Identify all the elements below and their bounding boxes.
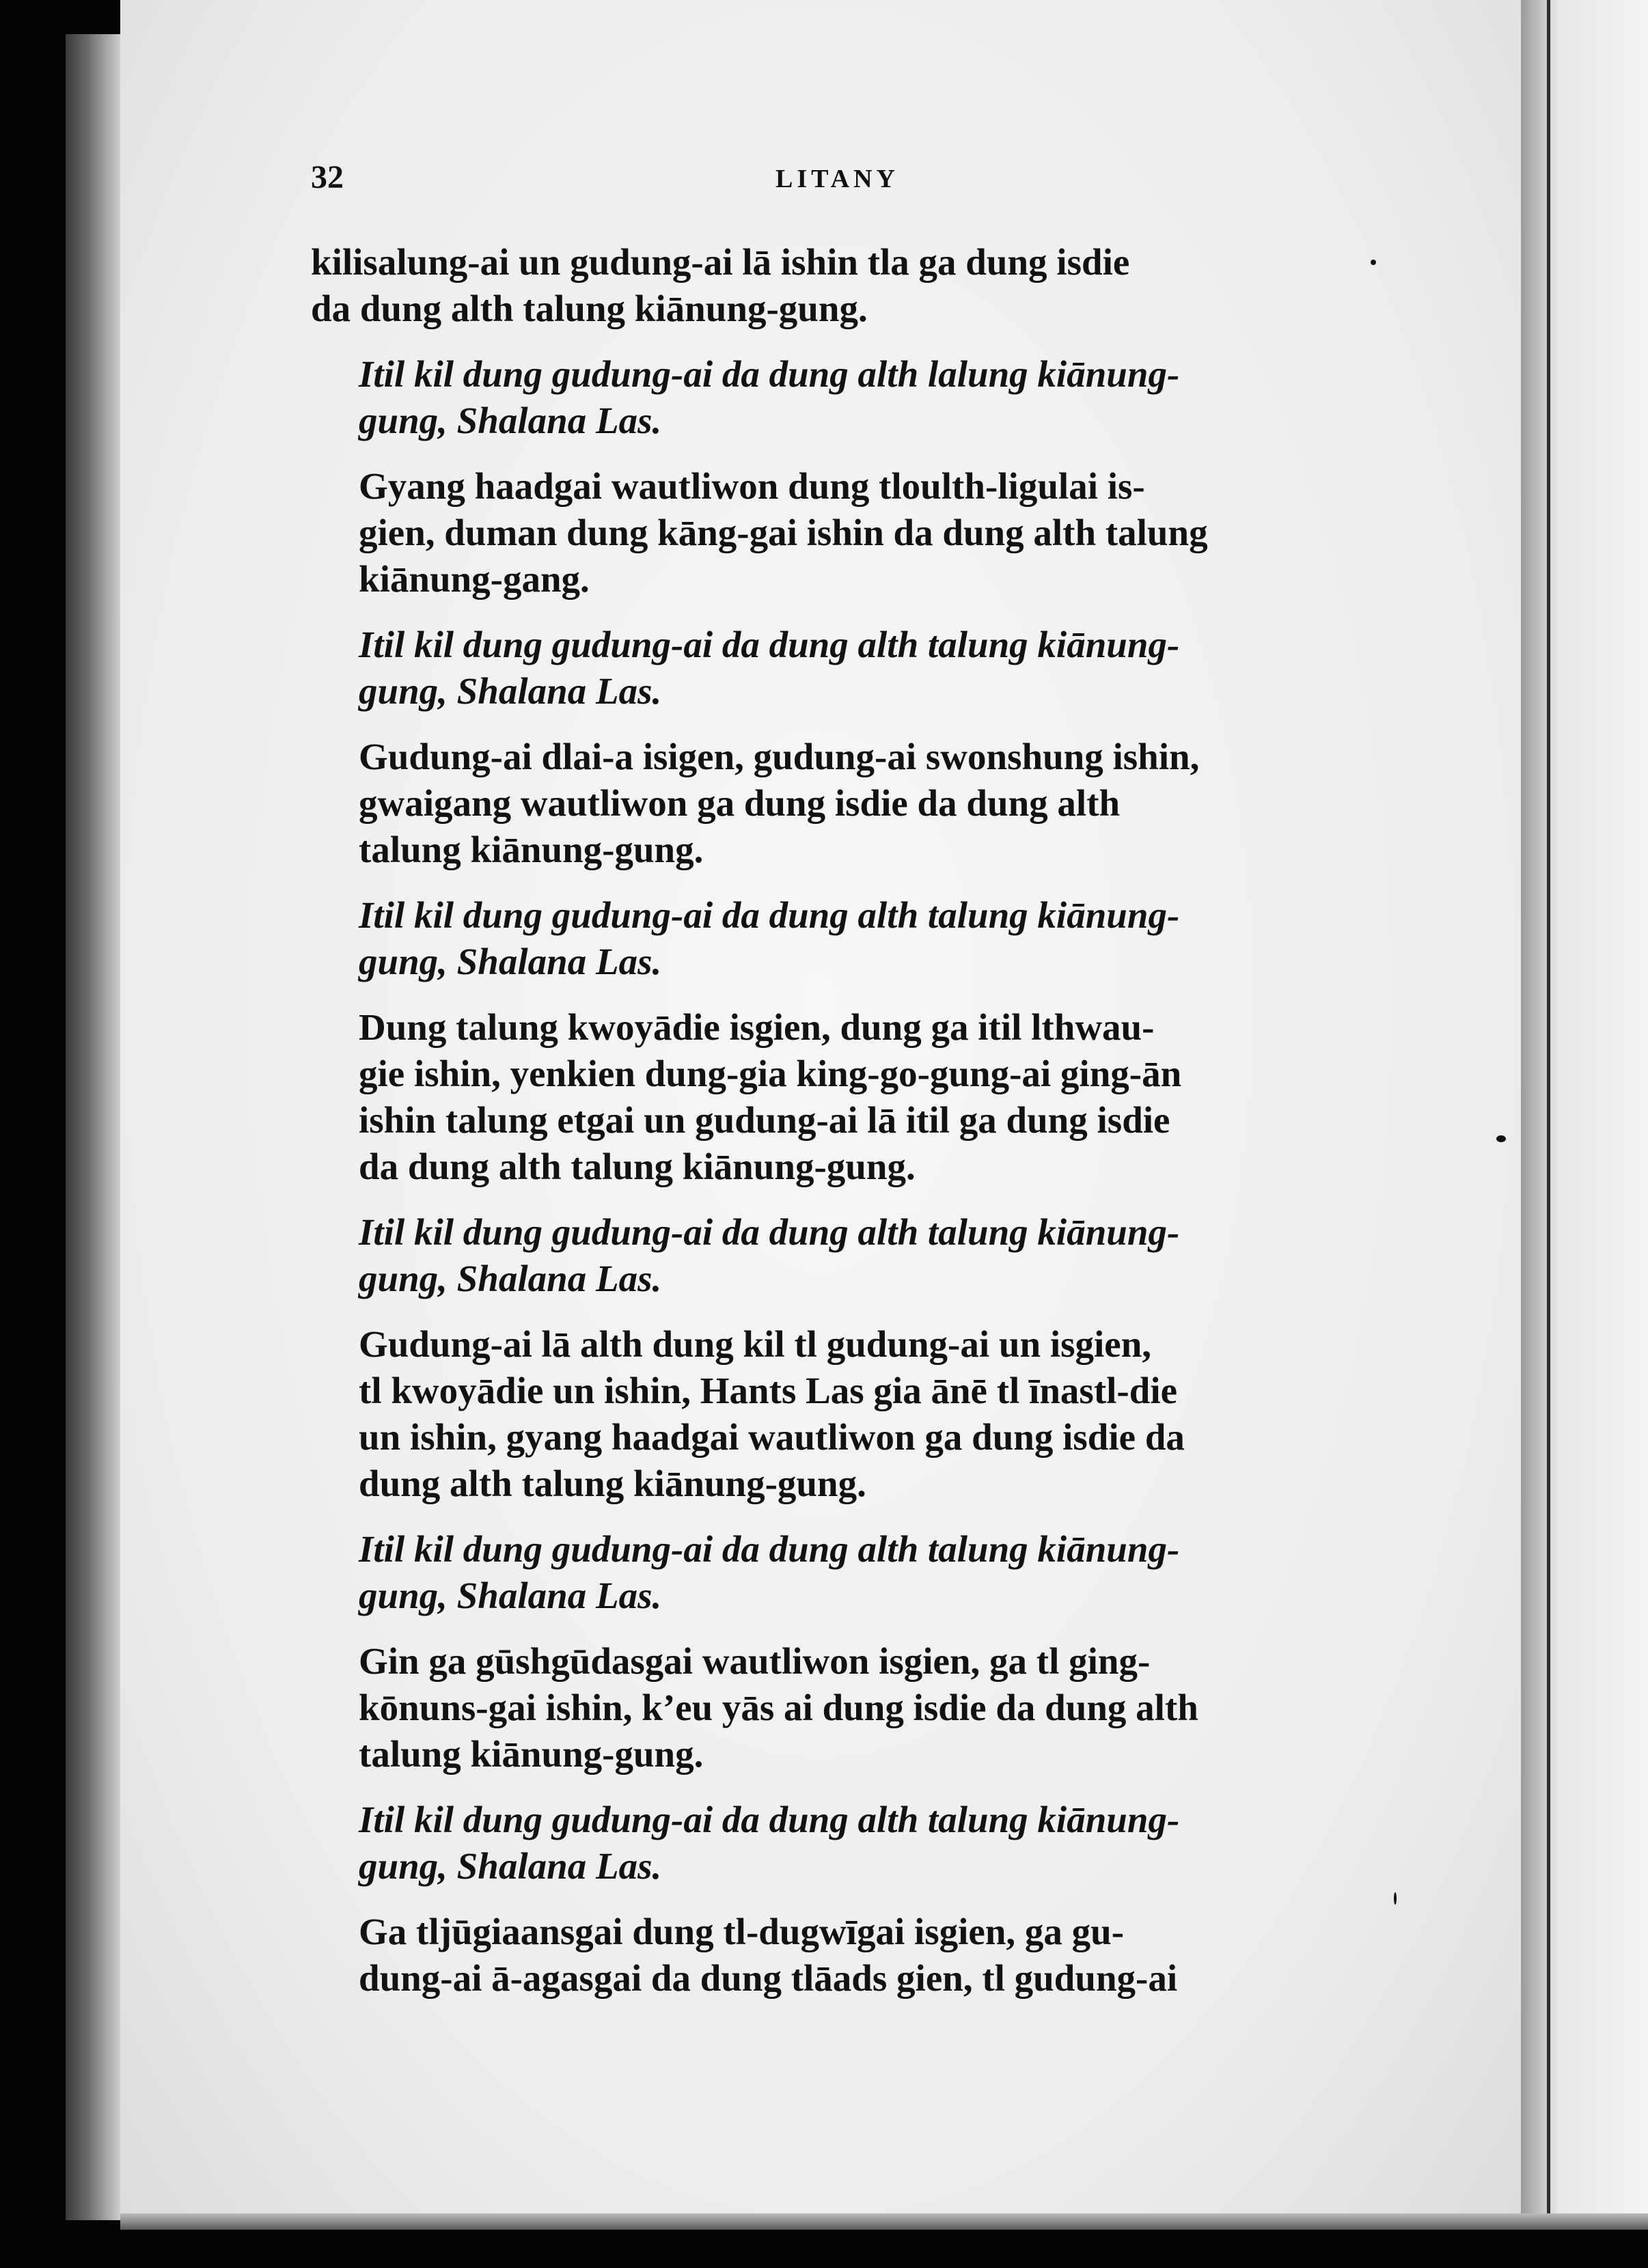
text-line: Itil kil dung gudung-ai da dung alth talung kiānung- (359, 894, 1180, 936)
text-line: Gudung-ai dlai-a isigen, gudung-ai swonshung ishin, (359, 736, 1200, 777)
text-line: gung, Shalana Las. (359, 1575, 662, 1616)
running-title: LITANY (775, 165, 899, 193)
response-paragraph (311, 1209, 1356, 1302)
text-line: Itil kil dung gudung-ai da dung alth talung kiānung- (359, 1799, 1180, 1840)
page-number: 32 (311, 159, 344, 195)
response-paragraph (311, 1526, 1356, 1619)
petition-paragraph (311, 1638, 1356, 1778)
response-paragraph (311, 1797, 1356, 1890)
litany-text (311, 239, 1356, 2021)
petition-paragraph (311, 1004, 1356, 1190)
page-gutter-line (1547, 0, 1550, 2224)
page-header (311, 158, 1363, 199)
text-line: gung, Shalana Las. (359, 1258, 662, 1299)
text-line: Dung talung kwoyādie isgien, dung ga itil lthwau- (359, 1006, 1155, 1048)
text-line: talung kiānung-gung. (359, 1733, 704, 1775)
binding-edge (66, 34, 120, 2220)
text-line: Itil kil dung gudung-ai da dung alth lalung kiānung- (359, 353, 1180, 395)
text-line: dung-ai ā-agasgai da dung tlāads gien, tl gudung-ai (359, 1957, 1178, 1999)
text-line: Itil kil dung gudung-ai da dung alth talung kiānung- (359, 1528, 1180, 1570)
text-line: gwaigang wautliwon ga dung isdie da dung alth (359, 782, 1121, 824)
text-line: gung, Shalana Las. (359, 670, 662, 712)
text-line: tl kwoyādie un ishin, Hants Las gia ānē tl īnastl-die (359, 1370, 1178, 1411)
text-line: da dung alth talung kiānung-gung. (311, 288, 868, 329)
adjacent-page-edge (1521, 0, 1648, 2224)
response-paragraph (311, 351, 1356, 444)
text-line: kiānung-gang. (359, 558, 590, 600)
text-line: gung, Shalana Las. (359, 941, 662, 982)
text-line: Itil kil dung gudung-ai da dung alth talung kiānung- (359, 624, 1180, 665)
petition-paragraph (311, 1321, 1356, 1507)
scan-speck (1394, 1892, 1397, 1905)
scan-speck (1496, 1135, 1506, 1142)
scan-speck (1371, 260, 1376, 265)
text-line: talung kiānung-gung. (359, 829, 704, 870)
text-line: ishin talung etgai un gudung-ai lā itil ga dung isdie (359, 1099, 1170, 1141)
text-line: gien, duman dung kāng-gai ishin da dung alth talung (359, 512, 1208, 553)
text-line: Gin ga gūshgūdasgai wautliwon isgien, ga tl ging- (359, 1640, 1151, 1682)
text-line: Itil kil dung gudung-ai da dung alth talung kiānung- (359, 1211, 1180, 1253)
text-line: kōnuns-gai ishin, k’eu yās ai dung isdie da dung alth (359, 1687, 1198, 1728)
text-line: gung, Shalana Las. (359, 400, 662, 441)
text-line: Gyang haadgai wautliwon dung tloulth-ligulai is- (359, 465, 1145, 507)
text-line: kilisalung-ai un gudung-ai lā ishin tla ga dung isdie (311, 241, 1130, 283)
petition-paragraph (311, 734, 1356, 873)
petition-paragraph (311, 1909, 1356, 2002)
text-line: Gudung-ai lā alth dung kil tl gudung-ai un isgien, (359, 1323, 1152, 1365)
response-paragraph (311, 622, 1356, 715)
text-line: un ishin, gyang haadgai wautliwon ga dung isdie da (359, 1416, 1185, 1458)
petition-paragraph (311, 463, 1356, 603)
text-line: gung, Shalana Las. (359, 1845, 662, 1887)
text-line: da dung alth talung kiānung-gung. (359, 1146, 916, 1187)
text-line: Ga tljūgiaansgai dung tl-dugwīgai isgien, ga gu- (359, 1911, 1125, 1952)
text-line: dung alth talung kiānung-gung. (359, 1463, 866, 1504)
page-bottom-edge (120, 2213, 1648, 2230)
text-line: gie ishin, yenkien dung-gia king-go-gung-ai ging-ān (359, 1053, 1182, 1094)
response-paragraph (311, 892, 1356, 985)
petition-paragraph (311, 239, 1356, 332)
